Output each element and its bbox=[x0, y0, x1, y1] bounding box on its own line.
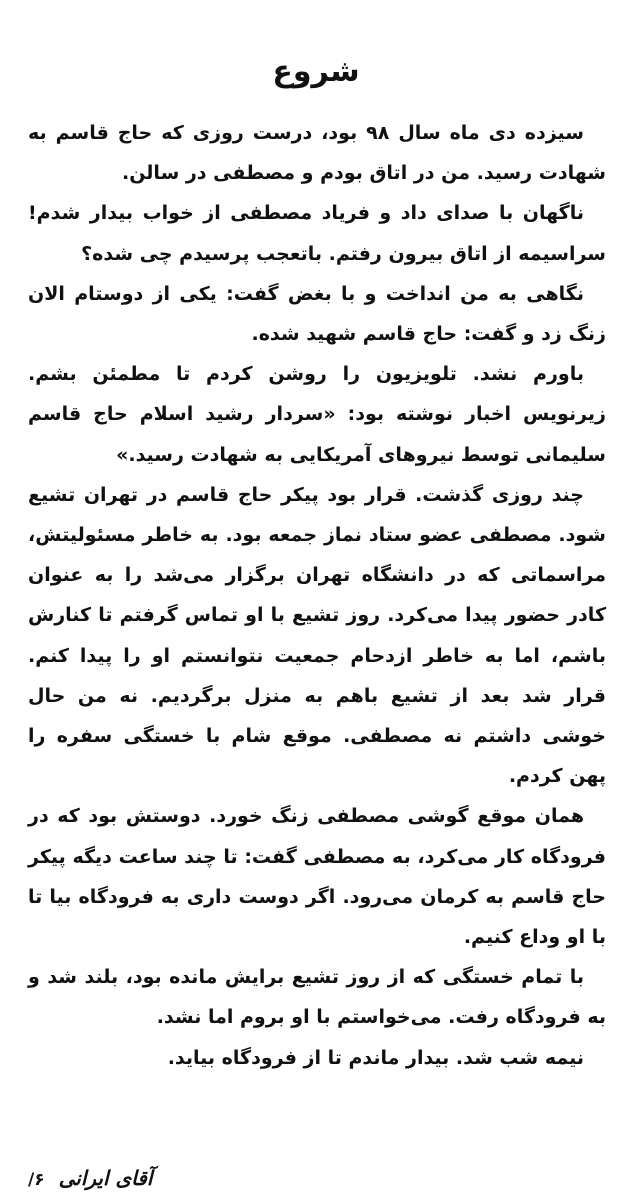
paragraph: همان موقع گوشی مصطفی زنگ خورد. دوستش بود که در فرودگاه کار می‌کرد، به مصطفی گفت: تا چند ساعت دیگه پیکر حاج قاسم به کرمان می‌رود. اگر دوست داری به فرودگاه بیا تا با او وداع کنیم. bbox=[28, 805, 606, 949]
page-footer bbox=[28, 1156, 228, 1190]
paragraph: ناگهان با صدای داد و فریاد مصطفی از خواب بیدار شدم! سراسیمه از اتاق بیرون رفتم. باتعجب پرسیدم چی شده؟ bbox=[28, 202, 606, 265]
paragraph: نگاهی به من انداخت و با بغض گفت: یکی از دوستام الان زنگ زد و گفت: حاج قاسم شهید شده. bbox=[28, 282, 606, 346]
chapter-title: شروع bbox=[272, 54, 360, 90]
paragraph: باورم نشد. تلویزیون را روشن کردم تا مطمئن بشم. زیرنویس اخبار نوشته بود: «سردار رشید اسلام حاج قاسم سلیمانی توسط نیروهای آمریکایی به شهادت رسید.» bbox=[28, 363, 606, 466]
paragraph: چند روزی گذشت. قرار بود پیکر حاج قاسم در تهران تشیع شود. مصطفی عضو ستاد نماز جمعه بود. به خاطر مسئولیتش، مراسماتی که در دانشگاه تهران برگزار می‌شد را به عنوان کادر حضور پیدا می‌کرد. روز تشیع با او تماس گرفتم تا کنارش باشم، اما به خاطر ازدحام جمعیت نتوانستم او را پیدا کنم. قرار شد بعد از تشیع باهم به منزل برگردیم. نه من حال خوشی داشتم نه مصطفی. موقع شام با خستگی سفره را پهن کردم. bbox=[28, 483, 606, 788]
page-number: /۶ bbox=[28, 1170, 45, 1190]
paragraph: با تمام خستگی که از روز تشیع برایش مانده بود، بلند شد و به فرودگاه رفت. می‌خواستم با او بروم اما نشد. bbox=[28, 966, 606, 1029]
book-logo: آقای ایرانی bbox=[58, 1166, 153, 1190]
chapter-body bbox=[28, 113, 606, 1078]
paragraph: نیمه شب شد. بیدار ماندم تا از فرودگاه بیاید. bbox=[167, 1046, 584, 1069]
paragraph: سیزده دی ماه سال ۹۸ بود، درست روزی که حاج قاسم به شهادت رسید. من در اتاق بودم و مصطفی در سالن. bbox=[28, 122, 606, 185]
